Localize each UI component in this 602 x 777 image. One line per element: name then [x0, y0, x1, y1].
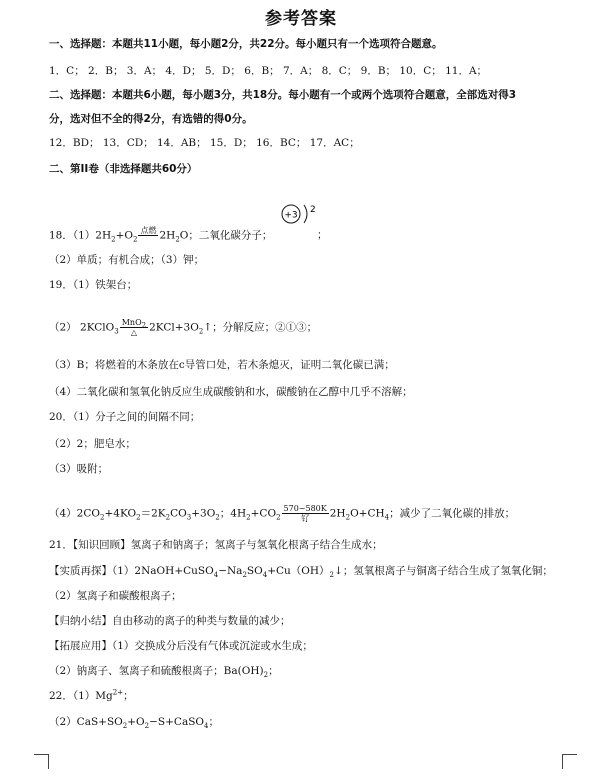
- section3-heading: 二、第II卷（非选择题共60分）: [49, 163, 198, 175]
- page-corner-mark-right: [562, 754, 577, 769]
- q21-line1: 21．【知识回顾】氢离子和钠离子；氢离子与氢氧化根离子结合生成水；: [49, 539, 383, 551]
- q22-line1: 22．$(1)Mg^{2+}$；: [49, 688, 134, 702]
- q21-line2: 【实质再探】$(1)2NaOH+CuSO_4-Na_2SO_4+Cu(OH)_2↓$；氢氧根离子与铜离子结合生成了氢氧化铜；: [49, 565, 553, 580]
- page-title: 参考答案: [265, 9, 337, 29]
- q18-line2: （2）单质；有机合成；（3）钾；: [49, 254, 205, 266]
- section2-heading-line2: 分，选对但不全的得2分，有选错的得0分。: [49, 113, 253, 125]
- reaction-condition-temperature: $\frac{570\sim 580K}{\text{钌}}$: [283, 504, 327, 523]
- q20-line1: 20．（1）分子之间的间隔不同；: [49, 411, 201, 423]
- section1-heading: 一、选择题：本题共11小题，每小题2分，共22分。每小题只有一个选项符合题意。: [49, 38, 443, 50]
- q21-line6: （2）钠离子、氢离子和硫酸根离子；$Ba(OH)_2$；: [49, 665, 279, 680]
- section2-heading-line1: 二、选择题：本题共6小题，每小题3分，共18分。每小题有一个或两个选项符合题意，全部选对得3: [49, 89, 517, 101]
- q19-line1: 19．（1）铁架台；: [49, 279, 138, 291]
- q19-line2: （2） 2KClO$_3$ $\frac{MnO_2}{\triangle}$ $2KCl+3O_2↑$；分解反应；②①③；: [49, 318, 318, 337]
- q21-line3: （2）氢离子和碳酸根离子；: [49, 590, 182, 602]
- reaction-condition: 点燃: [140, 226, 157, 235]
- atom-structure-diagram: [280, 201, 320, 231]
- electron-count: 2: [310, 205, 316, 215]
- q19-line3: （3）B；将燃着的木条放在c导管口处，若木条熄灭，证明二氧化碳已满；: [49, 359, 395, 371]
- q18-line1-end: ；: [317, 229, 328, 241]
- catalyst-condition: $\frac{MnO_2}{\triangle}$: [121, 318, 147, 337]
- section2-answers: 12．BD； 13．CD； 14．AB； 15．D； 16．BC； 17．AC；: [49, 137, 360, 149]
- page-corner-mark-left: [34, 754, 49, 769]
- q20-line2: （2）2；肥皂水；: [49, 438, 136, 450]
- q22-line2: $(2)CaS+SO_2+O_2-S+CaSO_4$；: [49, 716, 219, 731]
- q20-line4: $(4)2CO_2+4KO_2=2K_2CO_3+3O_2$；$4H_2+CO_2$ $\frac{570\sim 580K}{\text{钌}}$ $2H_2O+CH_4$；减少了二氧化碳的排放；: [49, 504, 516, 523]
- q21-line5: 【拓展应用】（1）交换成分后没有气体或沉淀或水生成；: [49, 640, 313, 652]
- q20-line3: （3）吸附；: [49, 463, 109, 475]
- q18-line1: 18．$(1)2H_2+O_2$ 点燃 $2H_2O$；二氧化碳分子；: [49, 226, 273, 244]
- q19-line4: （4）二氧化碳和氢氧化钠反应生成碳酸钠和水，碳酸钠在乙醇中几乎不溶解；: [49, 386, 413, 398]
- q21-line4: 【归纳小结】自由移动的离子的种类与数量的减少；: [49, 615, 291, 627]
- nucleus-charge: +3: [284, 210, 298, 221]
- section1-answers: 1．C； 2．B； 3．A； 4．D； 5．D； 6．B； 7．A； 8．C； 9．B； 10．C； 11．A；: [49, 65, 488, 77]
